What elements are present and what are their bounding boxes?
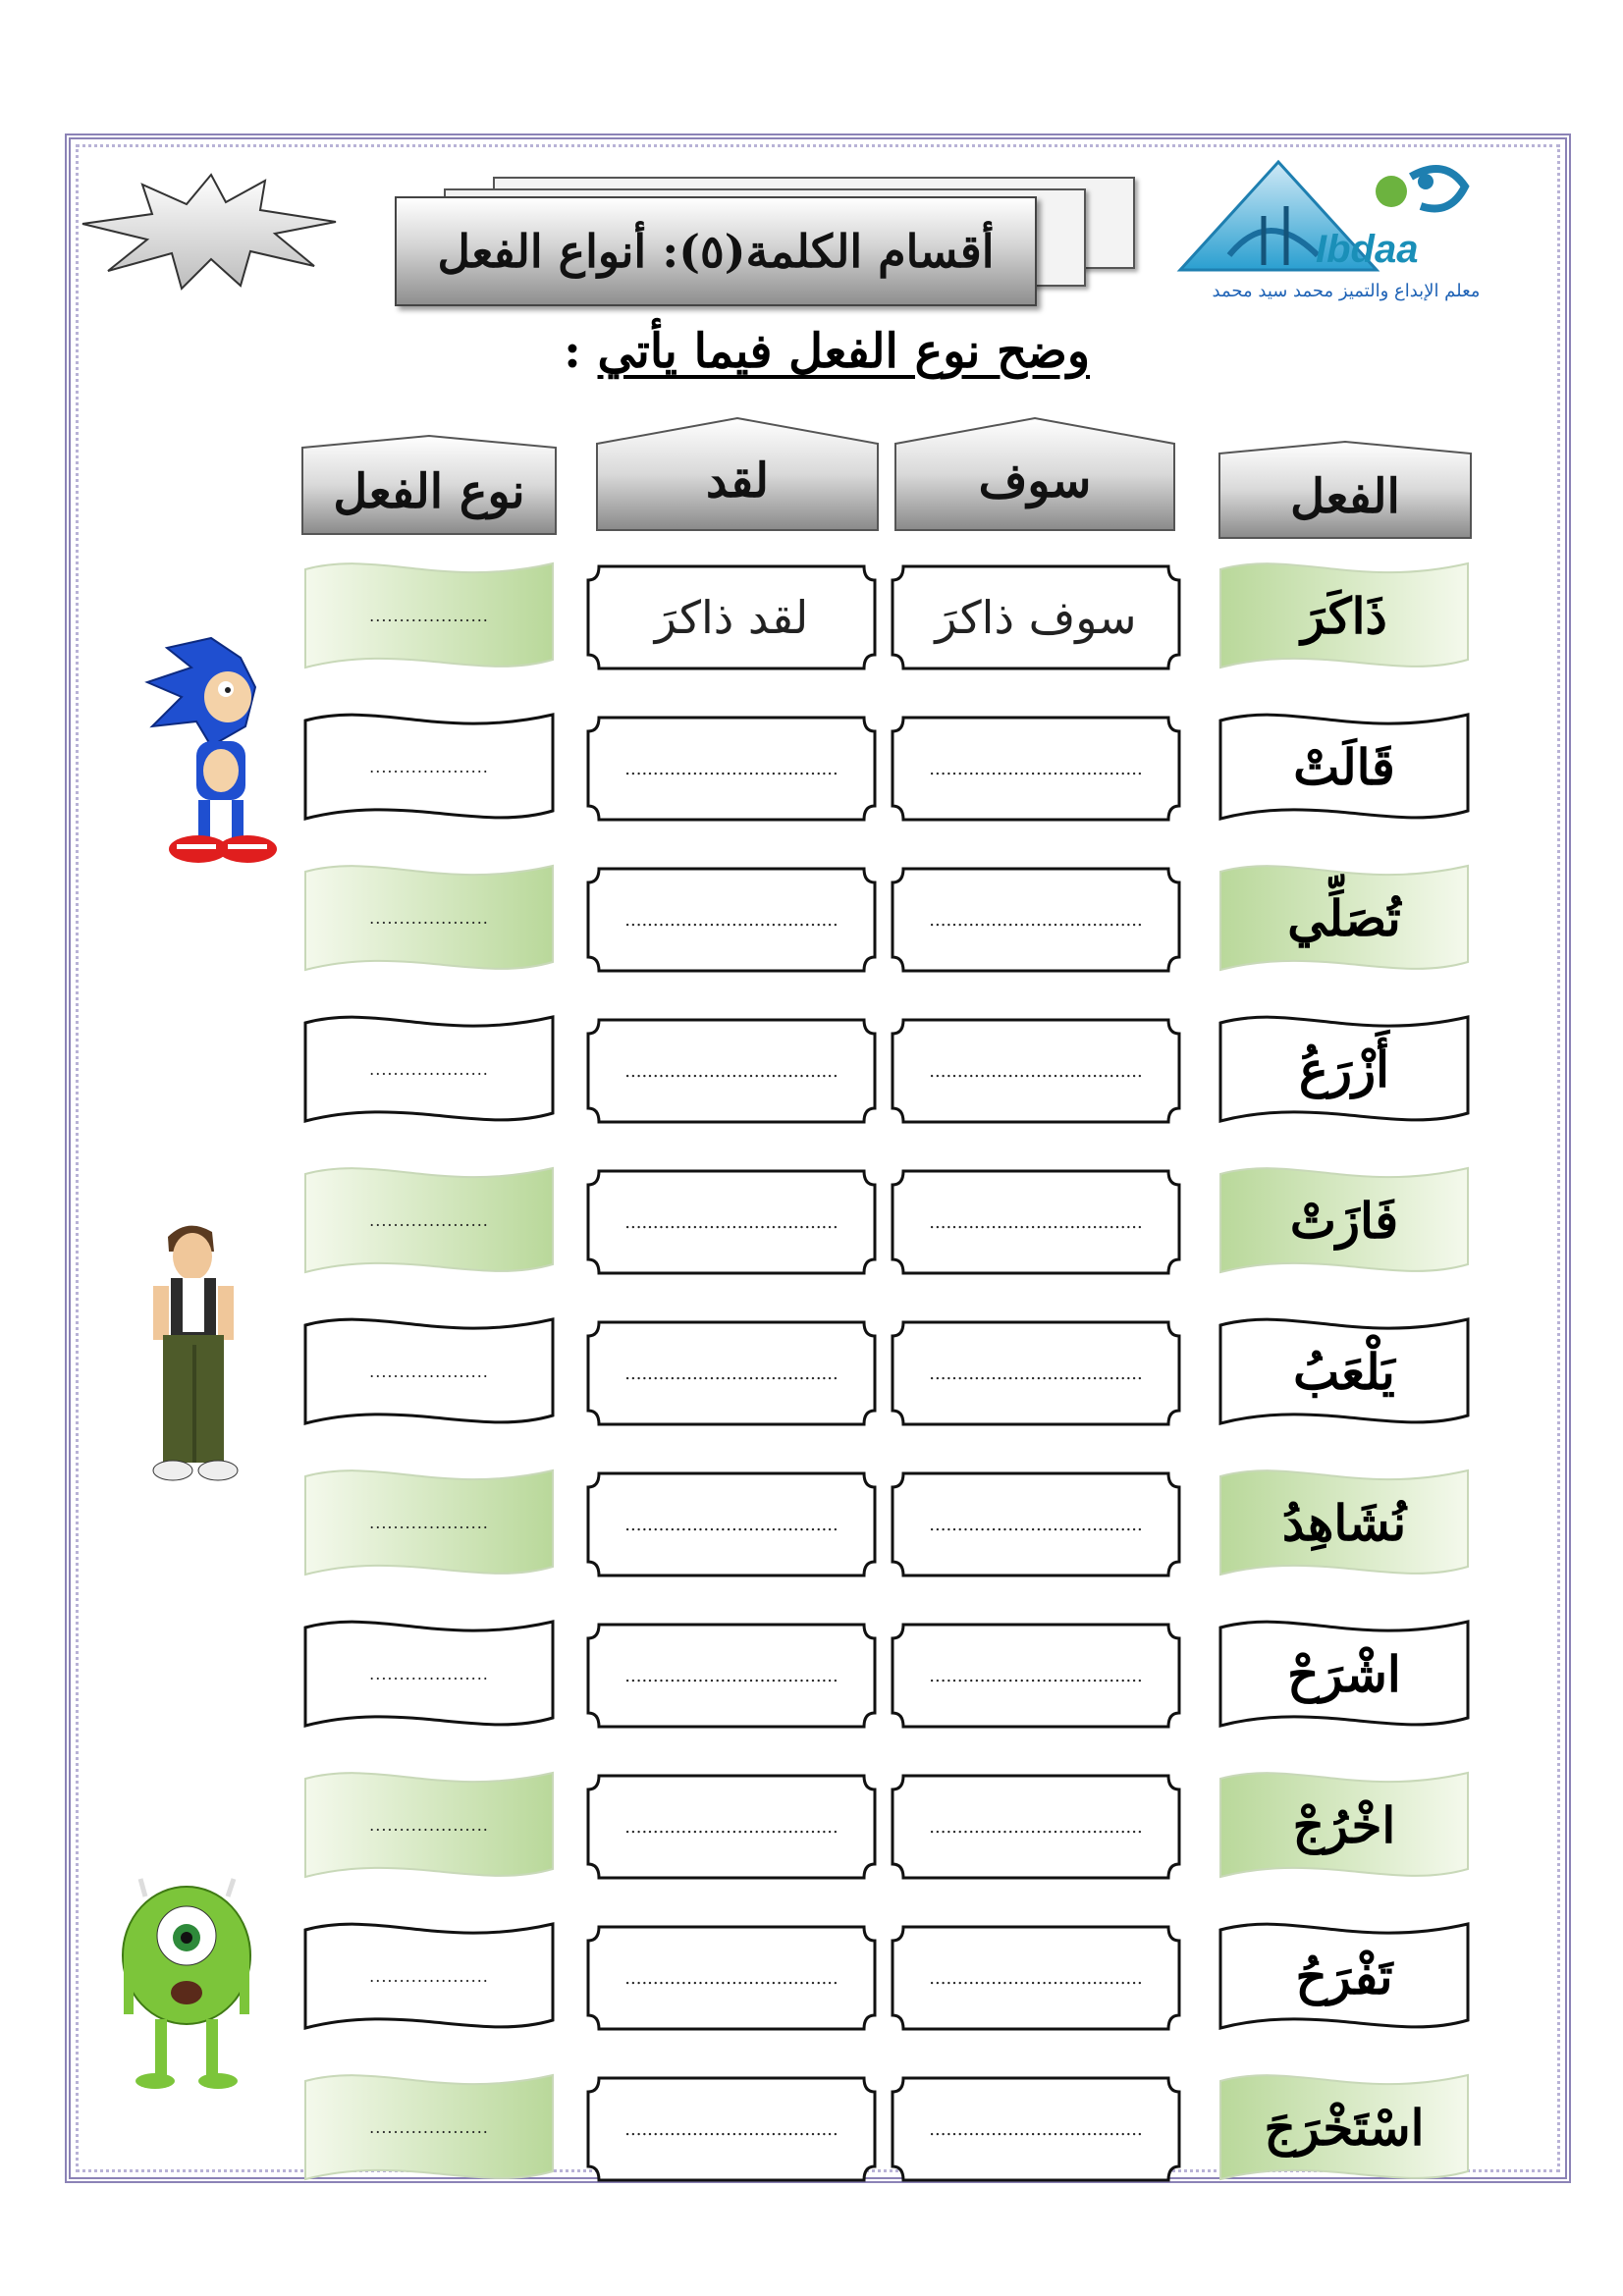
sawfa-answer[interactable] [890, 2075, 1182, 2183]
sawfa-answer[interactable] [890, 1924, 1182, 2032]
verb-text: تَفْرَحُ [1295, 1947, 1393, 2005]
laqad-dots: ...................................... [624, 1816, 839, 1838]
type-answer[interactable] [302, 1765, 556, 1885]
verb-text: ذَاكَرَ [1301, 586, 1387, 645]
laqad-answer[interactable] [585, 1773, 878, 1881]
sawfa-answer[interactable] [890, 1319, 1182, 1427]
sawfa-answer[interactable] [890, 563, 1182, 671]
sawfa-answer[interactable] [890, 1168, 1182, 1276]
laqad-answer[interactable] [585, 866, 878, 974]
laqad-text: لقد ذاكرَ [654, 591, 809, 644]
header-verb [1217, 440, 1473, 540]
verb-text: اخْرُجْ [1292, 1795, 1396, 1854]
verb-cell [1217, 1463, 1471, 1582]
one-eyed-monster-illustration [116, 1877, 263, 2093]
laqad-answer[interactable] [585, 563, 878, 671]
laqad-answer[interactable] [585, 1924, 878, 2032]
verb-text: يَلْعَبُ [1293, 1342, 1395, 1401]
instruction-colon: : [564, 324, 581, 379]
type-dots: .................... [369, 1966, 489, 1986]
type-answer[interactable] [302, 858, 556, 978]
type-answer[interactable] [302, 1009, 556, 1129]
sawfa-answer[interactable] [890, 715, 1182, 823]
verb-cell [1217, 1009, 1471, 1129]
page-title: أقسام الكلمة(٥): أنواع الفعل [395, 196, 1037, 306]
laqad-answer[interactable] [585, 1319, 878, 1427]
verb-text: اسْتَخْرَجَ [1264, 2098, 1425, 2157]
type-dots: .................... [369, 757, 489, 776]
laqad-dots: ...................................... [624, 1665, 839, 1686]
type-answer[interactable] [302, 556, 556, 675]
starburst-shape [79, 173, 344, 291]
laqad-dots: ...................................... [624, 1060, 839, 1082]
sawfa-dots: ...................................... [929, 1060, 1143, 1082]
verb-text: نُشَاهِدُ [1281, 1493, 1407, 1552]
type-dots: .................... [369, 1815, 489, 1835]
type-dots: .................... [369, 2117, 489, 2137]
sawfa-dots: ...................................... [929, 758, 1143, 779]
laqad-answer[interactable] [585, 1470, 878, 1578]
verb-cell [1217, 858, 1471, 978]
boy-character-illustration [134, 1217, 251, 1492]
type-answer[interactable] [302, 707, 556, 827]
header-sawfa [893, 416, 1176, 532]
verb-text: تُصَلِّي [1287, 888, 1401, 947]
header-sawfa-label: سوف [978, 454, 1092, 508]
sawfa-dots: ...................................... [929, 2118, 1143, 2140]
verb-cell [1217, 707, 1471, 827]
sawfa-answer[interactable] [890, 1017, 1182, 1125]
verb-cell [1217, 556, 1471, 675]
header-verb-label: الفعل [1290, 469, 1400, 524]
sawfa-dots: ...................................... [929, 1362, 1143, 1384]
laqad-dots: ...................................... [624, 909, 839, 931]
laqad-dots: ...................................... [624, 1211, 839, 1233]
sawfa-text: سوف ذاكرَ [935, 591, 1137, 644]
type-dots: .................... [369, 1210, 489, 1230]
type-dots: .................... [369, 606, 489, 625]
sawfa-dots: ...................................... [929, 1514, 1143, 1535]
type-answer[interactable] [302, 2067, 556, 2187]
sawfa-dots: ...................................... [929, 1967, 1143, 1989]
logo-wordmark: Ibdaa [1316, 228, 1419, 271]
laqad-dots: ...................................... [624, 1514, 839, 1535]
logo-subtitle: معلم الإبداع والتميز محمد سيد محمد [1212, 281, 1481, 301]
verb-text: أَزْرَعُ [1298, 1040, 1390, 1098]
laqad-dots: ...................................... [624, 2118, 839, 2140]
sawfa-answer[interactable] [890, 1470, 1182, 1578]
header-laqad-label: لقد [705, 454, 770, 508]
type-dots: .................... [369, 1362, 489, 1381]
laqad-answer[interactable] [585, 1622, 878, 1730]
type-answer[interactable] [302, 1916, 556, 2036]
laqad-answer[interactable] [585, 715, 878, 823]
instruction [530, 324, 1090, 379]
verb-text: قَالَتْ [1293, 737, 1395, 796]
type-answer[interactable] [302, 1311, 556, 1431]
type-dots: .................... [369, 1664, 489, 1683]
verb-cell [1217, 1311, 1471, 1431]
sawfa-answer[interactable] [890, 1622, 1182, 1730]
verb-text: فَازَتْ [1289, 1191, 1399, 1250]
verb-text: اشْرَحْ [1287, 1644, 1401, 1703]
blue-hedgehog-illustration [137, 628, 285, 874]
laqad-dots: ...................................... [624, 758, 839, 779]
verb-cell [1217, 1160, 1471, 1280]
sawfa-dots: ...................................... [929, 1665, 1143, 1686]
instruction-text: وضح نوع الفعل فيما يأتي [597, 324, 1090, 379]
verb-cell [1217, 1916, 1471, 2036]
header-laqad [595, 416, 880, 532]
sawfa-answer[interactable] [890, 1773, 1182, 1881]
laqad-answer[interactable] [585, 1017, 878, 1125]
laqad-answer[interactable] [585, 1168, 878, 1276]
sawfa-answer[interactable] [890, 866, 1182, 974]
sawfa-dots: ...................................... [929, 909, 1143, 931]
sawfa-dots: ...................................... [929, 1211, 1143, 1233]
type-answer[interactable] [302, 1160, 556, 1280]
verb-cell [1217, 2067, 1471, 2187]
type-answer[interactable] [302, 1463, 556, 1582]
laqad-dots: ...................................... [624, 1362, 839, 1384]
verb-cell [1217, 1765, 1471, 1885]
laqad-answer[interactable] [585, 2075, 878, 2183]
laqad-dots: ...................................... [624, 1967, 839, 1989]
type-dots: .................... [369, 908, 489, 928]
header-type [300, 434, 558, 536]
type-dots: .................... [369, 1059, 489, 1079]
type-answer[interactable] [302, 1614, 556, 1734]
type-dots: .................... [369, 1513, 489, 1532]
header-type-label: نوع الفعل [333, 464, 525, 519]
sawfa-dots: ...................................... [929, 1816, 1143, 1838]
verb-cell [1217, 1614, 1471, 1734]
